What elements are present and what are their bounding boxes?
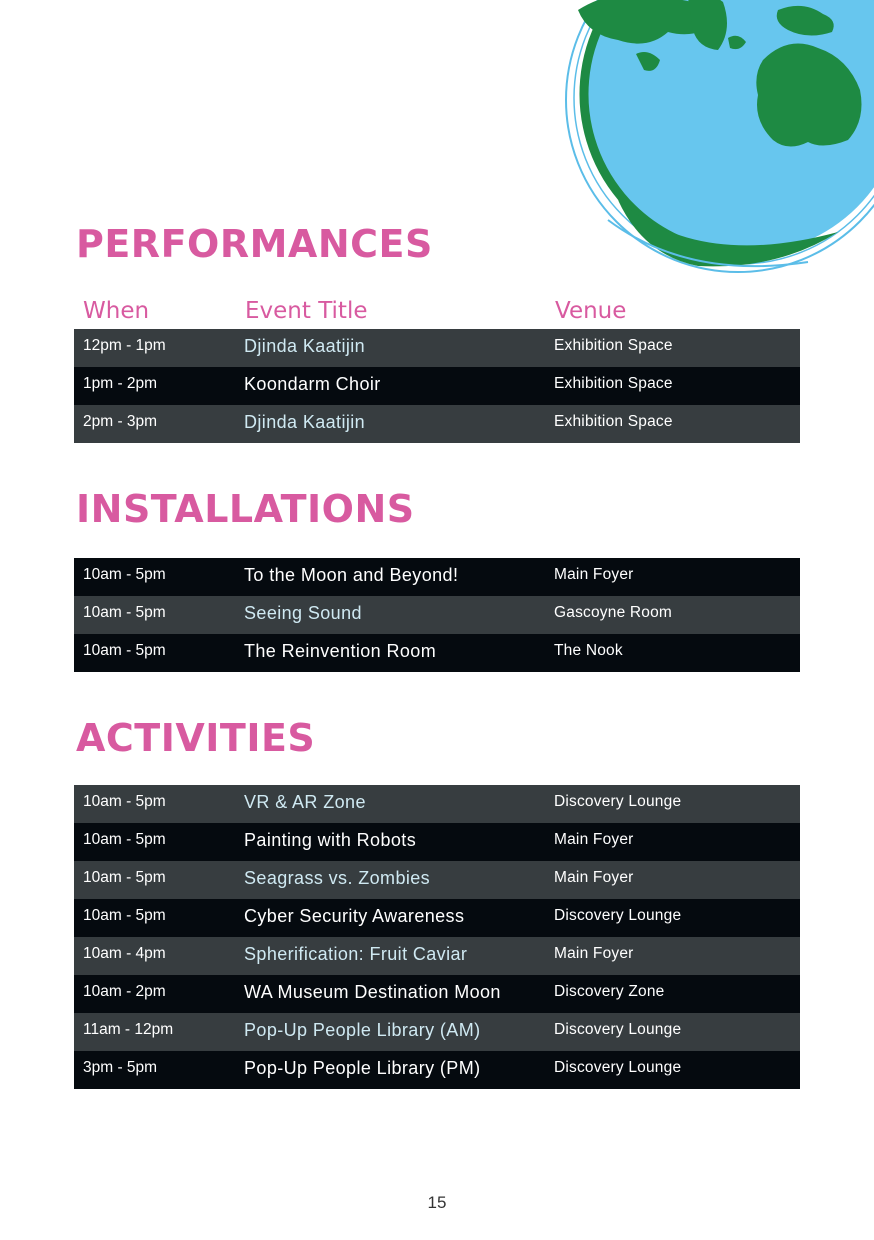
row-venue: Discovery Zone bbox=[554, 983, 665, 1000]
row-time: 3pm - 5pm bbox=[83, 1059, 158, 1076]
row-time: 10am - 5pm bbox=[83, 869, 166, 886]
row-time: 2pm - 3pm bbox=[83, 413, 158, 430]
row-venue: Discovery Lounge bbox=[554, 1021, 682, 1038]
row-time: 10am - 5pm bbox=[83, 566, 166, 583]
table-row bbox=[74, 367, 800, 405]
table-row bbox=[74, 1051, 800, 1089]
row-event-title: Djinda Kaatijin bbox=[244, 336, 366, 356]
row-time: 10am - 4pm bbox=[83, 945, 166, 962]
row-event-title: Seeing Sound bbox=[244, 603, 362, 623]
row-venue: Main Foyer bbox=[554, 945, 634, 962]
row-venue: Main Foyer bbox=[554, 869, 634, 886]
activities-table bbox=[74, 785, 800, 1089]
row-time: 10am - 5pm bbox=[83, 907, 166, 924]
row-venue: Discovery Lounge bbox=[554, 907, 682, 924]
globe-icon bbox=[548, 0, 874, 290]
row-venue: Gascoyne Room bbox=[554, 604, 673, 621]
row-event-title: VR & AR Zone bbox=[244, 792, 366, 812]
row-event-title: Pop-Up People Library (AM) bbox=[244, 1020, 481, 1040]
table-row bbox=[74, 899, 800, 937]
row-time: 10am - 5pm bbox=[83, 604, 166, 621]
table-row bbox=[74, 405, 800, 443]
section-title-performances: PERFORMANCES bbox=[76, 222, 433, 266]
row-event-title: WA Museum Destination Moon bbox=[244, 982, 501, 1002]
row-event-title: Painting with Robots bbox=[244, 830, 417, 850]
row-venue: Main Foyer bbox=[554, 831, 634, 848]
row-time: 10am - 5pm bbox=[83, 793, 166, 810]
row-time: 10am - 5pm bbox=[83, 831, 166, 848]
row-event-title: To the Moon and Beyond! bbox=[244, 565, 459, 585]
table-row bbox=[74, 937, 800, 975]
table-row bbox=[74, 975, 800, 1013]
row-event-title: Seagrass vs. Zombies bbox=[244, 868, 431, 888]
row-time: 11am - 12pm bbox=[83, 1021, 174, 1038]
row-time: 1pm - 2pm bbox=[83, 375, 158, 392]
row-event-title: Koondarm Choir bbox=[244, 374, 381, 394]
row-event-title: Djinda Kaatijin bbox=[244, 412, 366, 432]
performances-table bbox=[74, 329, 800, 443]
table-header bbox=[74, 298, 800, 328]
table-row bbox=[74, 1013, 800, 1051]
row-venue: Exhibition Space bbox=[554, 337, 673, 354]
section-title-installations: INSTALLATIONS bbox=[76, 487, 415, 531]
row-event-title: The Reinvention Room bbox=[244, 641, 437, 661]
table-row bbox=[74, 558, 800, 596]
row-time: 10am - 5pm bbox=[83, 642, 166, 659]
table-row bbox=[74, 329, 800, 367]
installations-table bbox=[74, 558, 800, 672]
row-venue: Exhibition Space bbox=[554, 375, 673, 392]
header-event-title: Event Title bbox=[245, 298, 368, 324]
page-number: 15 bbox=[427, 1193, 447, 1212]
table-row bbox=[74, 596, 800, 634]
row-event-title: Pop-Up People Library (PM) bbox=[244, 1058, 481, 1078]
table-row bbox=[74, 634, 800, 672]
row-time: 12pm - 1pm bbox=[83, 337, 166, 354]
row-venue: Discovery Lounge bbox=[554, 793, 682, 810]
row-event-title: Spherification: Fruit Caviar bbox=[244, 944, 468, 964]
row-venue: Discovery Lounge bbox=[554, 1059, 682, 1076]
table-row bbox=[74, 861, 800, 899]
header-when: When bbox=[83, 298, 150, 324]
row-venue: Main Foyer bbox=[554, 566, 634, 583]
table-row bbox=[74, 823, 800, 861]
header-venue: Venue bbox=[555, 298, 627, 324]
row-event-title: Cyber Security Awareness bbox=[244, 906, 465, 926]
row-venue: The Nook bbox=[554, 642, 623, 659]
row-time: 10am - 2pm bbox=[83, 983, 166, 1000]
section-title-activities: ACTIVITIES bbox=[76, 716, 316, 760]
table-row bbox=[74, 785, 800, 823]
row-venue: Exhibition Space bbox=[554, 413, 673, 430]
